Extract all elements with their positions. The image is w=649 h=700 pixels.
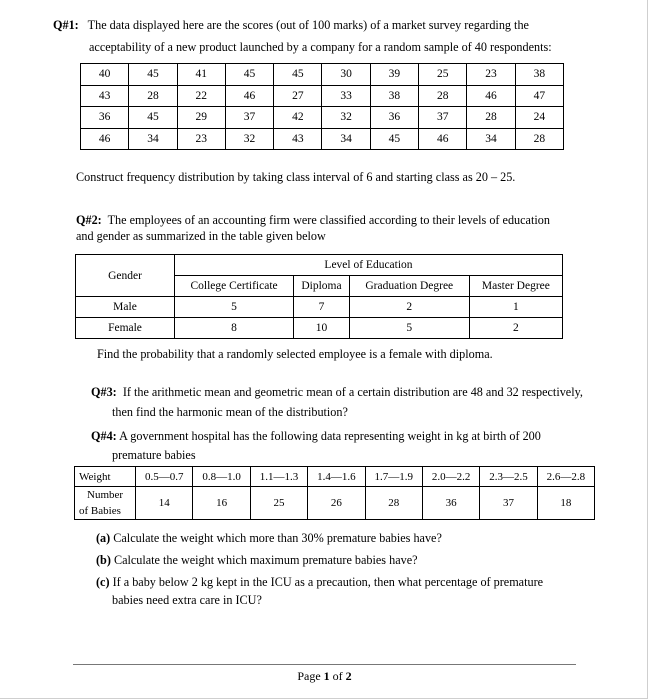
q1-score-cell: 23 <box>177 128 225 150</box>
gender-header: Gender <box>108 269 142 282</box>
q4-a-text: Calculate the weight which more than 30% premature babies have? <box>113 531 442 545</box>
q2-table-row <box>76 297 563 318</box>
q1-score-cell: 28 <box>129 85 177 107</box>
q1-score-cell: 41 <box>177 64 225 86</box>
q2-label: Q#2: <box>76 213 102 227</box>
q1-table-row <box>81 85 564 107</box>
weight-header: Weight <box>79 470 111 483</box>
q2-table-row <box>76 318 563 339</box>
q3-text-line1: If the arithmetic mean and geometric mean of a certain distribution are 48 and 32 respectively, <box>122 385 583 399</box>
footer-page-number: 1 <box>323 669 330 683</box>
education-column-header: College Certificate <box>175 276 294 297</box>
education-count-cell: 5 <box>349 318 469 339</box>
q4-b-text: Calculate the weight which maximum premature babies have? <box>113 553 418 567</box>
q1-score-cell: 38 <box>370 85 418 107</box>
q1-score-cell: 46 <box>225 85 273 107</box>
q1-score-cell: 36 <box>370 107 418 129</box>
q1-score-cell: 37 <box>419 107 467 129</box>
babies-count-cell: 36 <box>422 487 479 520</box>
q1-score-cell: 47 <box>515 85 563 107</box>
footer-page-word: Page <box>297 669 321 683</box>
education-count-cell: 2 <box>349 297 469 318</box>
babies-count-cell: 28 <box>365 487 422 520</box>
footer-page-total: 2 <box>345 669 352 683</box>
babies-count-row <box>75 487 595 520</box>
gender-header-cell <box>76 255 175 297</box>
education-count-cell: 7 <box>294 297 350 318</box>
q1-score-cell: 45 <box>129 64 177 86</box>
q1-text-line1: The data displayed here are the scores (out of 100 marks) of a market survey regarding the <box>87 18 529 32</box>
babies-count-cell: 16 <box>193 487 250 520</box>
q4-text-line1: A government hospital has the following data representing weight in kg at birth of 200 <box>119 429 541 443</box>
q1-score-cell: 23 <box>467 64 515 86</box>
q3-intro-line1 <box>91 385 583 400</box>
q1-score-cell: 28 <box>515 128 563 150</box>
q1-score-cell: 24 <box>515 107 563 129</box>
babies-count-cell: 18 <box>537 487 594 520</box>
weight-class-cell: 1.7—1.9 <box>365 467 422 487</box>
q4-b-label: (b) <box>96 553 111 567</box>
q4-intro-line1 <box>91 429 541 444</box>
q1-score-cell: 34 <box>129 128 177 150</box>
q1-score-cell: 28 <box>467 107 515 129</box>
q4-a-label: (a) <box>96 531 111 545</box>
babies-count-cell: 37 <box>480 487 537 520</box>
q1-score-cell: 37 <box>225 107 273 129</box>
education-column-header: Graduation Degree <box>349 276 469 297</box>
number-header-line2: of Babies <box>79 505 121 517</box>
q1-intro-line1 <box>53 18 529 33</box>
q1-score-cell: 45 <box>129 107 177 129</box>
q4-part-a <box>96 531 442 546</box>
q1-score-cell: 45 <box>274 64 322 86</box>
weight-row <box>75 467 595 487</box>
q1-table-row <box>81 107 564 129</box>
weight-class-cell: 2.3—2.5 <box>480 467 537 487</box>
number-header-cell <box>75 487 136 520</box>
education-count-cell: 2 <box>469 318 562 339</box>
q1-score-cell: 38 <box>515 64 563 86</box>
weight-class-cell: 2.6—2.8 <box>537 467 594 487</box>
weight-class-cell: 2.0—2.2 <box>422 467 479 487</box>
q1-score-cell: 32 <box>225 128 273 150</box>
level-header: Level of Education <box>324 259 413 271</box>
q4-c-text-line2: babies need extra care in ICU? <box>112 593 262 607</box>
q1-table-row <box>81 64 564 86</box>
q4-label: Q#4: <box>91 429 117 443</box>
q2-intro-line1 <box>76 213 550 228</box>
babies-count-cell: 26 <box>308 487 365 520</box>
q1-score-cell: 36 <box>81 107 129 129</box>
q1-score-cell: 40 <box>81 64 129 86</box>
q1-scores-table <box>80 63 564 150</box>
footer-of-word: of <box>332 669 343 683</box>
babies-count-cell: 14 <box>136 487 193 520</box>
q1-score-cell: 27 <box>274 85 322 107</box>
q1-text-line2: acceptability of a new product launched by a company for a random sample of 40 respondents: <box>89 40 552 54</box>
q4-part-b <box>96 553 418 568</box>
q1-score-cell: 34 <box>467 128 515 150</box>
number-header-line1: Number <box>87 489 124 501</box>
level-header-cell <box>175 255 563 276</box>
q1-score-cell: 46 <box>419 128 467 150</box>
weight-header-cell <box>75 467 136 487</box>
q1-score-cell: 43 <box>274 128 322 150</box>
footer-divider <box>73 664 576 665</box>
q2-education-table <box>75 254 563 339</box>
q2-question: Find the probability that a randomly selected employee is a female with diploma. <box>97 347 493 361</box>
q1-score-cell: 32 <box>322 107 370 129</box>
q1-score-cell: 46 <box>81 128 129 150</box>
education-column-header: Diploma <box>294 276 350 297</box>
page-footer <box>0 669 649 684</box>
q4-weight-table <box>74 466 595 520</box>
q1-score-cell: 34 <box>322 128 370 150</box>
q1-instruction: Construct frequency distribution by taking class interval of 6 and starting class as 20 – 25. <box>76 170 516 184</box>
q4-text-line2: premature babies <box>112 448 196 462</box>
babies-count-cell: 25 <box>250 487 307 520</box>
q1-score-cell: 45 <box>370 128 418 150</box>
q1-table-row <box>81 128 564 150</box>
gender-cell: Male <box>76 297 175 318</box>
q4-c-text-line1: If a baby below 2 kg kept in the ICU as a precaution, then what percentage of premature <box>112 575 544 589</box>
q3-label: Q#3: <box>91 385 117 399</box>
weight-class-cell: 1.1—1.3 <box>250 467 307 487</box>
q1-score-cell: 29 <box>177 107 225 129</box>
weight-class-cell: 1.4—1.6 <box>308 467 365 487</box>
q3-text-line2: then find the harmonic mean of the distribution? <box>112 405 348 419</box>
weight-class-cell: 0.5—0.7 <box>136 467 193 487</box>
education-count-cell: 10 <box>294 318 350 339</box>
education-count-cell: 5 <box>175 297 294 318</box>
weight-class-cell: 0.8—1.0 <box>193 467 250 487</box>
education-count-cell: 1 <box>469 297 562 318</box>
q1-score-cell: 22 <box>177 85 225 107</box>
q2-text-line2: and gender as summarized in the table given below <box>76 229 326 243</box>
education-column-header: Master Degree <box>469 276 562 297</box>
q1-score-cell: 33 <box>322 85 370 107</box>
q1-label: Q#1: <box>53 18 79 32</box>
q1-score-cell: 43 <box>81 85 129 107</box>
q1-score-cell: 25 <box>419 64 467 86</box>
q4-part-c <box>96 575 543 590</box>
q4-c-label: (c) <box>96 575 110 589</box>
gender-cell: Female <box>76 318 175 339</box>
q1-score-cell: 39 <box>370 64 418 86</box>
q1-score-cell: 30 <box>322 64 370 86</box>
q1-score-cell: 46 <box>467 85 515 107</box>
q2-text-line1: The employees of an accounting firm were classified according to their levels of education <box>107 213 550 227</box>
q1-score-cell: 42 <box>274 107 322 129</box>
q1-score-cell: 28 <box>419 85 467 107</box>
q1-score-cell: 45 <box>225 64 273 86</box>
education-count-cell: 8 <box>175 318 294 339</box>
